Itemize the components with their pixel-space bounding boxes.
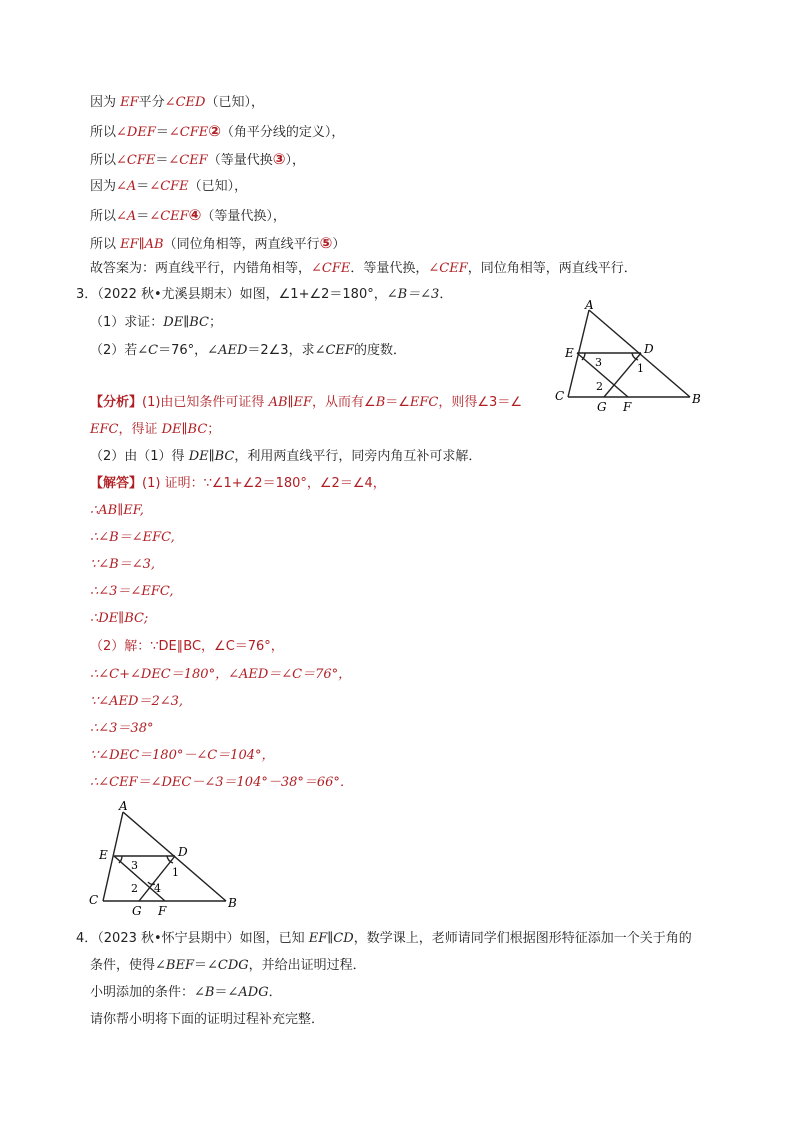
answer-line: 故答案为：两直线平行，内错角相等，∠CFE．等量代换，∠CEF，同位角相等，两直线平行．: [90, 261, 637, 276]
solution-line-10: ∴∠3＝38°: [90, 721, 154, 736]
proof-line-6: 所以 EF∥AB（同位角相等，两直线平行⑤）: [90, 234, 346, 252]
fig1-label-C: C: [555, 389, 565, 403]
fig1-angle-2: 2: [596, 380, 603, 393]
fig2-angle-1: 1: [172, 866, 179, 879]
solution-line-6: ∴DE∥BC;: [90, 611, 149, 626]
fig2-label-C: C: [89, 893, 99, 907]
solution-line-5: ∴∠3＝∠EFC,: [90, 584, 174, 599]
q3-part1: （1）求证：DE∥BC；: [90, 315, 222, 330]
fig2-angle-4: 4: [154, 882, 161, 895]
solution-line-8: ∴∠C+∠DEC＝180°，∠AED＝∠C＝76°，: [90, 667, 352, 682]
solution-line-4: ∵∠B＝∠3,: [90, 557, 156, 572]
solution-line-2: ∴AB∥EF,: [90, 503, 144, 518]
q4-condition: 小明添加的条件：∠B＝∠ADG．: [90, 985, 282, 1000]
fig2-label-F: F: [158, 904, 167, 918]
analysis-line-2: EFC，得证 DE∥BC；: [90, 422, 221, 437]
figure-2-triangle: [85, 798, 245, 920]
figure-1-triangle: [555, 295, 715, 415]
analysis-line-3: （2）由（1）得 DE∥BC，利用两直线平行，同旁内角互补可求解．: [90, 449, 482, 464]
fig2-label-B: B: [228, 896, 237, 910]
fig1-label-E: E: [565, 346, 574, 360]
solution-line-11: ∵∠DEC＝180°－∠C＝104°，: [90, 748, 275, 763]
q4-stem-1: 4．（2023 秋•怀宁县期中）如图，已知 EF∥CD，数学课上，老师请同学们根据图形特征添加一个关于角的: [76, 931, 692, 946]
fig1-angle-3: 3: [595, 356, 602, 369]
fig2-label-E: E: [99, 848, 108, 862]
proof-line-5: 所以∠A＝∠CEF④（等量代换），: [90, 206, 286, 224]
fig2-label-D: D: [178, 845, 188, 859]
fig2-label-G: G: [132, 904, 142, 918]
fig1-angle-1: 1: [637, 362, 644, 375]
proof-line-2: 所以∠DEF＝∠CFE②（角平分线的定义），: [90, 122, 345, 140]
solution-line-9: ∵∠AED＝2∠3,: [90, 694, 184, 709]
fig1-label-B: B: [692, 392, 701, 406]
proof-line-3: 所以∠CFE＝∠CEF（等量代换③），: [90, 150, 305, 168]
q4-stem-2: 条件，使得∠BEF＝∠CDG，并给出证明过程．: [90, 958, 366, 973]
solution-line-1: 【解答】(1) 证明：∵∠1+∠2＝180°，∠2＝∠4，: [90, 476, 386, 491]
solution-line-12: ∴∠CEF＝∠DEC－∠3＝104°－38°＝66°．: [90, 775, 353, 790]
q4-instruction: 请你帮小明将下面的证明过程补充完整．: [90, 1012, 325, 1027]
fig2-angle-2: 2: [131, 882, 138, 895]
proof-line-1: 因为 EF平分∠CED（已知），: [90, 95, 264, 110]
fig1-label-A: A: [585, 298, 594, 312]
q3-stem: 3．（2022 秋•尤溪县期末）如图，∠1+∠2＝180°，∠B＝∠3．: [76, 287, 453, 302]
fig1-label-F: F: [623, 400, 632, 414]
fig1-label-G: G: [597, 400, 607, 414]
fig2-label-A: A: [119, 799, 128, 813]
fig1-label-D: D: [644, 342, 654, 356]
q3-part2: （2）若∠C＝76°，∠AED＝2∠3，求∠CEF的度数．: [90, 343, 406, 358]
solution-line-7: （2）解：∵DE∥BC，∠C＝76°，: [90, 639, 284, 654]
solution-line-3: ∴∠B＝∠EFC,: [90, 530, 175, 545]
fig2-angle-3: 3: [131, 859, 138, 872]
proof-line-4: 因为∠A＝∠CFE（已知），: [90, 179, 248, 194]
analysis-line-1: 【分析】(1)由已知条件可证得 AB∥EF，从而有∠B＝∠EFC，则得∠3＝∠: [90, 395, 522, 410]
